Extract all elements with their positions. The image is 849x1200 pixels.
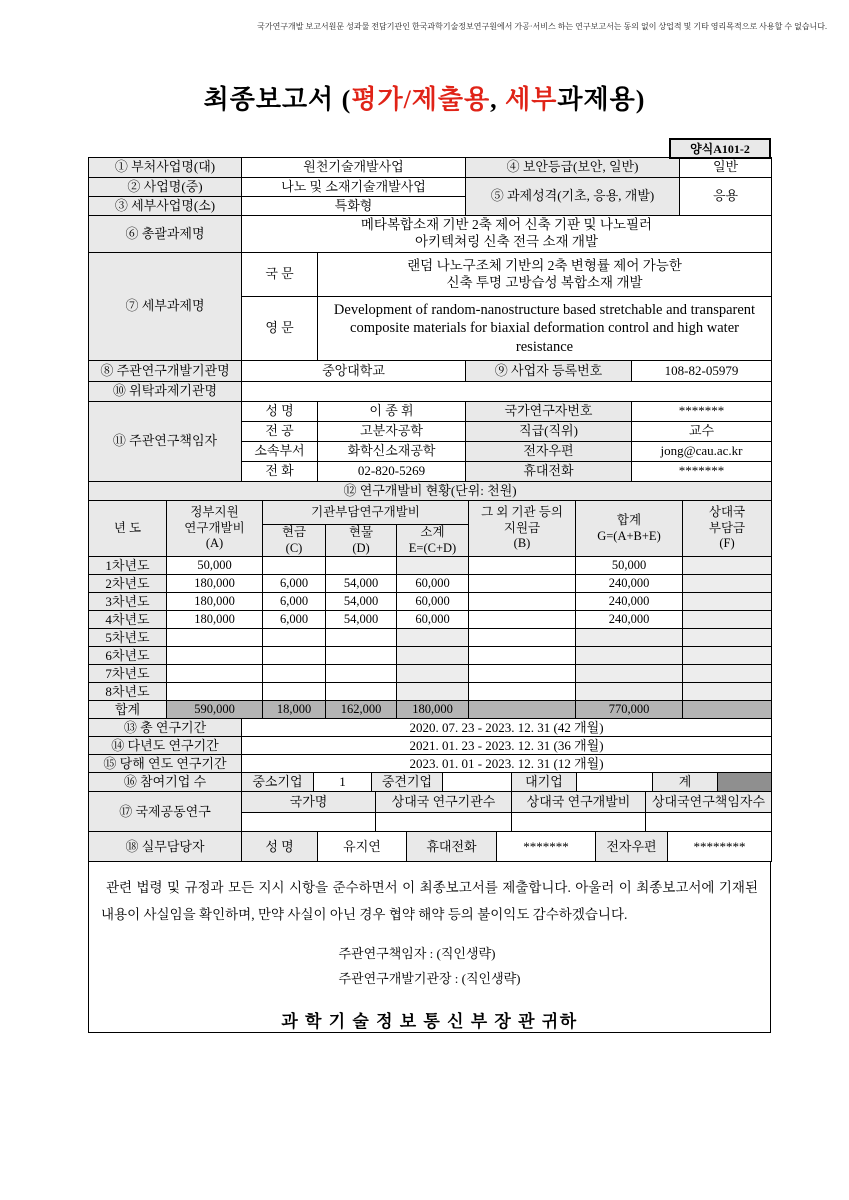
- budget-year6-gov: [167, 647, 263, 665]
- staff-mobile-value: *******: [497, 832, 596, 862]
- budget-total-row: [89, 701, 772, 719]
- budget-year8-inkind: [326, 683, 397, 701]
- copyright-disclaimer: 국가연구개발 보고서원문 성과물 전담기관인 한국과학기술정보연구원에서 가공·서비스 하는 연구보고서는 동의 없이 상업적 및 기타 영리목적으로 사용할 수 없습니다.: [257, 22, 827, 31]
- budget-year2-other: [469, 575, 576, 593]
- budget-cash-header: [263, 525, 326, 557]
- budget-year7-partner: [683, 665, 772, 683]
- budget-total-header: [576, 501, 683, 557]
- project-type-label: ⑤ 과제성격(기초, 응용, 개발): [466, 178, 680, 216]
- budget-other-header-l3: (B): [513, 536, 531, 551]
- pi-researcher-no-value: *******: [632, 402, 772, 422]
- staff-email-label: 전자우편: [596, 832, 668, 862]
- budget-year7-gov: [167, 665, 263, 683]
- budget-year4-inkind: 54,000: [326, 611, 397, 629]
- staff-name-value: 유지연: [318, 832, 407, 862]
- report-form: [88, 138, 771, 1033]
- budget-year4-partner: [683, 611, 772, 629]
- budget-year3-other: [469, 593, 576, 611]
- intl-joint-research-table: [88, 791, 772, 832]
- sub-project-title-label: ⑦ 세부과제명: [89, 253, 242, 361]
- budget-cash-header-l2: (C): [285, 540, 303, 555]
- budget-gov-header-l1: 정부지원: [190, 505, 239, 520]
- budget-other-header-l1: 그 외 기관 등의: [481, 505, 563, 520]
- budget-partner-header: [683, 501, 772, 557]
- country-name-value: [242, 813, 376, 832]
- budget-subtotal-header-l2: E=(C+D): [408, 540, 457, 555]
- budget-section-title: ⑫ 연구개발비 현황(단위: 천원): [89, 482, 772, 501]
- budget-year1-inkind: [326, 557, 397, 575]
- budget-year4-total: 240,000: [576, 611, 683, 629]
- budget-year3-gov: 180,000: [167, 593, 263, 611]
- korean-title-value: [318, 253, 772, 297]
- admin-staff-label: ⑱ 실무담당자: [89, 832, 242, 862]
- budget-year6-total: [576, 647, 683, 665]
- business-reg-number-value: 108-82-05979: [632, 361, 772, 382]
- total-period-value: 2020. 07. 23 - 2023. 12. 31 (42 개월): [242, 719, 772, 737]
- budget-year5-other: [469, 629, 576, 647]
- country-name-header: 국가명: [242, 792, 376, 813]
- pi-name-value: 이 종 휘: [318, 402, 466, 422]
- english-title-label: 영 문: [242, 297, 318, 361]
- budget-year2-label: 2차년도: [89, 575, 167, 593]
- participating-companies-table: [88, 772, 772, 792]
- budget-year2-cash: 6,000: [263, 575, 326, 593]
- overall-title-line1: 메타복합소재 기반 2축 제어 신축 기판 및 나노필러: [360, 217, 653, 233]
- company-sum-label: 계: [653, 773, 718, 792]
- budget-year2-partner: [683, 575, 772, 593]
- budget-year5-total: [576, 629, 683, 647]
- budget-year6-inkind: [326, 647, 397, 665]
- budget-year2-total: 240,000: [576, 575, 683, 593]
- intl-joint-research-label: ⑰ 국제공동연구: [89, 792, 242, 832]
- budget-institution-group-header: 기관부담연구개발비: [263, 501, 469, 525]
- budget-year8-partner: [683, 683, 772, 701]
- budget-subtotal-header: [397, 525, 469, 557]
- korean-title-line1: 랜덤 나노구조체 기반의 2축 변형률 제어 가능한: [407, 257, 682, 273]
- budget-gov-header: [167, 501, 263, 557]
- budget-year8-other: [469, 683, 576, 701]
- budget-year6-other: [469, 647, 576, 665]
- budget-year3-cash: 6,000: [263, 593, 326, 611]
- budget-year7-other: [469, 665, 576, 683]
- budget-year6-label: 6차년도: [89, 647, 167, 665]
- budget-year7-inkind: [326, 665, 397, 683]
- title-red-detail: 세부: [505, 85, 558, 114]
- budget-total-sum: 770,000: [576, 701, 683, 719]
- budget-year5-label: 5차년도: [89, 629, 167, 647]
- principal-investigator-label: ⑪ 주관연구책임자: [89, 402, 242, 482]
- ministry-program-value: 원천기술개발사업: [242, 158, 466, 178]
- budget-year1-other: [469, 557, 576, 575]
- pi-name-label: 성 명: [242, 402, 318, 422]
- budget-year7-subtotal: [397, 665, 469, 683]
- admin-staff-table: [88, 831, 772, 862]
- budget-year-header: 년 도: [89, 501, 167, 557]
- ministry-program-label: ① 부처사업명(대): [89, 158, 242, 178]
- budget-year1-total: 50,000: [576, 557, 683, 575]
- budget-year5-subtotal: [397, 629, 469, 647]
- lead-institution-label: ⑧ 주관연구개발기관명: [89, 361, 242, 382]
- pi-phone-label: 전 화: [242, 462, 318, 482]
- partner-pi-count-header: 상대국연구책임자수: [646, 792, 772, 813]
- budget-year1-label: 1차년도: [89, 557, 167, 575]
- budget-year4-gov: 180,000: [167, 611, 263, 629]
- budget-inkind-header-l2: (D): [352, 540, 370, 555]
- budget-total-header-l2: G=(A+B+E): [597, 528, 661, 543]
- pi-mobile-label: 휴대전화: [466, 462, 632, 482]
- budget-row-year8: [89, 683, 772, 701]
- budget-year8-cash: [263, 683, 326, 701]
- page-title: [0, 79, 849, 116]
- institution-head-signature-line: 주관연구개발기관장 : (직인생략): [338, 971, 521, 987]
- pi-major-label: 전 공: [242, 422, 318, 442]
- budget-year8-gov: [167, 683, 263, 701]
- program-label: ② 사업명(중): [89, 178, 242, 197]
- budget-row-year4: [89, 611, 772, 629]
- pi-position-value: 교수: [632, 422, 772, 442]
- program-value: 나노 및 소재기술개발사업: [242, 178, 466, 197]
- budget-year5-inkind: [326, 629, 397, 647]
- budget-year7-label: 7차년도: [89, 665, 167, 683]
- consignment-institution-label: ⑩ 위탁과제기관명: [89, 382, 242, 402]
- overall-project-title-label: ⑥ 총괄과제명: [89, 216, 242, 253]
- korean-title-label: 국 문: [242, 253, 318, 297]
- sub-program-label: ③ 세부사업명(소): [89, 197, 242, 216]
- budget-year1-subtotal: [397, 557, 469, 575]
- budget-year2-inkind: 54,000: [326, 575, 397, 593]
- english-title-value: Development of random-nanostructure based stretchable and transparent composite materials for biaxial deformation control and high water resistance: [318, 297, 772, 361]
- title-suffix: 과제용): [557, 85, 646, 114]
- title-separator: ,: [490, 85, 506, 114]
- pi-signature-line: 주관연구책임자 : (직인생략): [338, 945, 496, 961]
- budget-partner-header-l1: 상대국: [708, 505, 746, 520]
- sme-label: 중소기업: [242, 773, 314, 792]
- budget-total-gov: 590,000: [167, 701, 263, 719]
- staff-mobile-label: 휴대전화: [407, 832, 497, 862]
- budget-year4-subtotal: 60,000: [397, 611, 469, 629]
- declaration-box: [88, 861, 771, 1033]
- budget-row-year1: [89, 557, 772, 575]
- budget-partner-header-l2: 부담금: [708, 520, 746, 535]
- research-budget-table: [88, 481, 772, 719]
- budget-total-inkind: 162,000: [326, 701, 397, 719]
- budget-other-header-l2: 지원금: [503, 520, 541, 535]
- pi-mobile-value: *******: [632, 462, 772, 482]
- budget-row-year3: [89, 593, 772, 611]
- budget-year4-other: [469, 611, 576, 629]
- midsize-label: 중견기업: [372, 773, 443, 792]
- budget-inkind-header-l1: 현물: [348, 525, 374, 539]
- budget-year1-partner: [683, 557, 772, 575]
- budget-row-year2: [89, 575, 772, 593]
- company-sum-value: [718, 773, 772, 792]
- project-type-value: 응용: [680, 178, 772, 216]
- budget-year6-subtotal: [397, 647, 469, 665]
- budget-year4-label: 4차년도: [89, 611, 167, 629]
- budget-year5-partner: [683, 629, 772, 647]
- pi-phone-value: 02-820-5269: [318, 462, 466, 482]
- budget-year3-label: 3차년도: [89, 593, 167, 611]
- budget-year6-cash: [263, 647, 326, 665]
- multiyear-period-value: 2021. 01. 23 - 2023. 12. 31 (36 개월): [242, 737, 772, 755]
- general-info-table: [88, 157, 772, 482]
- budget-year6-partner: [683, 647, 772, 665]
- recipient-line: 과 학 기 술 정 보 통 신 부 장 관 귀하: [281, 1011, 578, 1031]
- partner-pi-count-value: [646, 813, 772, 832]
- budget-year8-label: 8차년도: [89, 683, 167, 701]
- signature-block: [101, 941, 758, 992]
- budget-year3-partner: [683, 593, 772, 611]
- budget-year8-subtotal: [397, 683, 469, 701]
- partner-institutions-header: 상대국 연구기관수: [376, 792, 512, 813]
- staff-email-value: ********: [668, 832, 772, 862]
- lead-institution-value: 중앙대학교: [242, 361, 466, 382]
- midsize-count: [443, 773, 512, 792]
- budget-year5-gov: [167, 629, 263, 647]
- title-prefix: 최종보고서 (: [203, 85, 352, 114]
- budget-total-label: 합계: [89, 701, 167, 719]
- budget-subtotal-header-l1: 소계: [420, 525, 445, 539]
- security-level-value: 일반: [680, 158, 772, 178]
- participating-companies-label: ⑯ 참여기업 수: [89, 773, 242, 792]
- total-period-label: ⑬ 총 연구기간: [89, 719, 242, 737]
- declaration-text: 관련 법령 및 규정과 모든 지시 시항을 준수하면서 이 최종보고서를 제출합니다. 아울러 이 최종보고서에 기재된 내용이 사실임을 확인하며, 만약 사실이 아닌 경우 협약 해약 등의 불이익도 감수하겠습니다.: [101, 880, 758, 922]
- budget-year8-total: [576, 683, 683, 701]
- large-company-label: 대기업: [512, 773, 577, 792]
- sub-program-value: 특화형: [242, 197, 466, 216]
- budget-year7-total: [576, 665, 683, 683]
- staff-name-label: 성 명: [242, 832, 318, 862]
- pi-email-label: 전자우편: [466, 442, 632, 462]
- budget-cash-header-l1: 현금: [281, 525, 307, 539]
- research-period-table: [88, 718, 772, 773]
- security-level-label: ④ 보안등급(보안, 일반): [466, 158, 680, 178]
- budget-total-cash: 18,000: [263, 701, 326, 719]
- budget-partner-header-l3: (F): [719, 536, 735, 551]
- overall-project-title-value: [242, 216, 772, 253]
- current-year-period-value: 2023. 01. 01 - 2023. 12. 31 (12 개월): [242, 755, 772, 773]
- partner-budget-value: [512, 813, 646, 832]
- form-code-badge: 양식A101-2: [669, 138, 771, 159]
- budget-gov-header-l3: (A): [205, 536, 224, 551]
- budget-year2-gov: 180,000: [167, 575, 263, 593]
- budget-year3-total: 240,000: [576, 593, 683, 611]
- budget-row-year5: [89, 629, 772, 647]
- budget-year4-cash: 6,000: [263, 611, 326, 629]
- budget-year7-cash: [263, 665, 326, 683]
- overall-title-line2: 아키텍쳐링 신축 전극 소재 개발: [414, 234, 599, 249]
- title-red-evaluation: 평가/제출용: [351, 85, 491, 114]
- large-company-count: [577, 773, 653, 792]
- pi-department-label: 소속부서: [242, 442, 318, 462]
- business-reg-number-label: ⑨ 사업자 등록번호: [466, 361, 632, 382]
- budget-year1-cash: [263, 557, 326, 575]
- budget-year3-subtotal: 60,000: [397, 593, 469, 611]
- budget-year3-inkind: 54,000: [326, 593, 397, 611]
- consignment-institution-value: [242, 382, 772, 402]
- budget-inkind-header: [326, 525, 397, 557]
- budget-year2-subtotal: 60,000: [397, 575, 469, 593]
- partner-institutions-value: [376, 813, 512, 832]
- budget-year1-gov: 50,000: [167, 557, 263, 575]
- budget-gov-header-l2: 연구개발비: [184, 520, 245, 535]
- budget-year5-cash: [263, 629, 326, 647]
- multiyear-period-label: ⑭ 다년도 연구기간: [89, 737, 242, 755]
- budget-total-header-l1: 합계: [616, 513, 642, 527]
- pi-researcher-no-label: 국가연구자번호: [466, 402, 632, 422]
- budget-row-year6: [89, 647, 772, 665]
- budget-other-header: [469, 501, 576, 557]
- pi-major-value: 고분자공학: [318, 422, 466, 442]
- sme-count: 1: [314, 773, 372, 792]
- pi-department-value: 화학신소재공학: [318, 442, 466, 462]
- pi-email-value: jong@cau.ac.kr: [632, 442, 772, 462]
- budget-total-partner: [683, 701, 772, 719]
- budget-row-year7: [89, 665, 772, 683]
- korean-title-line2: 신축 투명 고방습성 복합소재 개발: [446, 274, 643, 290]
- partner-budget-header: 상대국 연구개발비: [512, 792, 646, 813]
- budget-total-other: [469, 701, 576, 719]
- pi-position-label: 직급(직위): [466, 422, 632, 442]
- current-year-period-label: ⑮ 당해 연도 연구기간: [89, 755, 242, 773]
- budget-total-subtotal: 180,000: [397, 701, 469, 719]
